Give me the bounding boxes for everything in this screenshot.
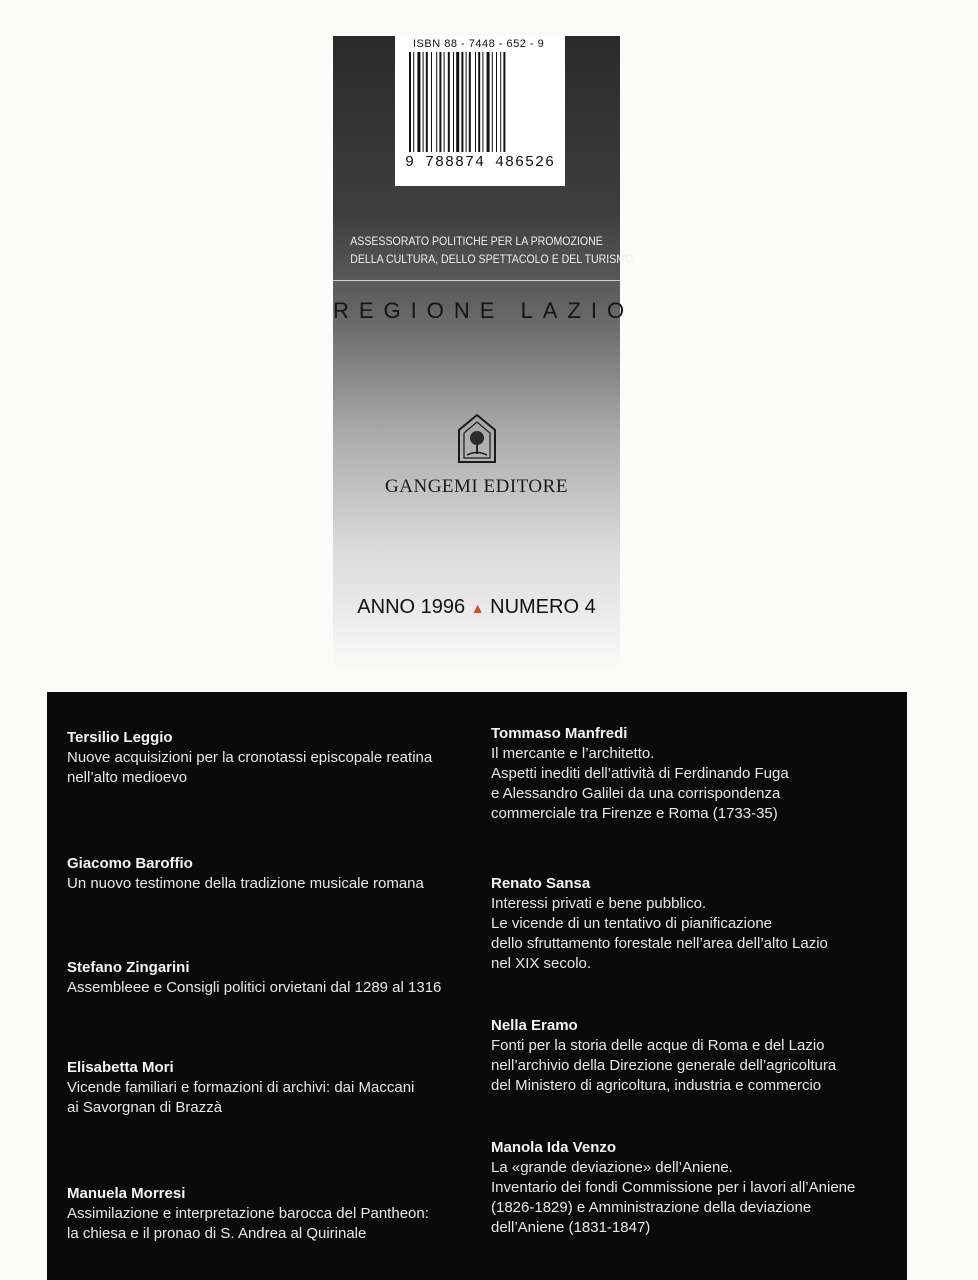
list-item xyxy=(67,958,487,998)
article-title: Assimilazione e interpretazione barocca del Pantheon: la chiesa e il pronao di S. Andrea al Quirinale xyxy=(67,1205,429,1242)
article-title: Assembleee e Consigli politici orvietani dal 1289 al 1316 xyxy=(67,979,442,996)
article-author: Stefano Zingarini xyxy=(67,959,190,976)
issue-year: ANNO 1996 xyxy=(357,596,466,618)
article-author: Tommaso Manfredi xyxy=(491,725,628,742)
list-item xyxy=(67,854,487,894)
assessorato-heading xyxy=(350,232,634,268)
publisher-name: GANGEMI EDITORE xyxy=(385,476,568,497)
assessorato-line-1: ASSESSORATO POLITICHE PER LA PROMOZIONE xyxy=(350,234,603,248)
article-author: Renato Sansa xyxy=(491,875,591,892)
list-item xyxy=(491,1016,901,1096)
article-author: Elisabetta Mori xyxy=(67,1059,174,1076)
list-item xyxy=(67,1184,487,1244)
list-item xyxy=(491,724,901,824)
article-title: La «grande deviazione» dell’Aniene. Inventario dei fondi Commissione per i lavori all’Aniene (1826-1829) e Amministrazione della deviazione dell’Aniene (1831-1847) xyxy=(491,1159,856,1236)
list-item xyxy=(491,874,901,974)
article-author: Manuela Morresi xyxy=(67,1185,186,1202)
list-item xyxy=(491,1138,901,1238)
article-title: Fonti per la storia delle acque di Roma e del Lazio nell’archivio della Direzione generale dell’agricoltura del Ministero di agricoltura, industria e commercio xyxy=(491,1037,837,1094)
article-title: Il mercante e l’architetto. Aspetti inediti dell’attività di Ferdinando Fuga e Alessandro Galilei da una corrispondenza commerciale tra Firenze e Roma (1733-35) xyxy=(491,745,789,822)
isbn-label: ISBN 88 - 7448 - 652 - 9 xyxy=(413,38,545,50)
issue-number: NUMERO 4 xyxy=(490,596,596,618)
article-title: Interessi privati e bene pubblico. Le vicende di un tentativo di pianificazione dello sfruttamento forestale nell’area dell’alto Lazio nel XIX secolo. xyxy=(491,895,828,972)
publisher-logo-icon xyxy=(455,412,499,464)
assessorato-line-2: DELLA CULTURA, DELLO SPETTACOLO E DEL TURISMO xyxy=(350,252,634,266)
isbn-barcode xyxy=(395,36,565,186)
issue-line xyxy=(333,596,620,619)
article-title: Nuove acquisizioni per la cronotassi episcopale reatina nell’alto medioevo xyxy=(67,749,433,786)
article-author: Tersilio Leggio xyxy=(67,729,173,746)
article-author: Giacomo Baroffio xyxy=(67,855,193,872)
article-author: Nella Eramo xyxy=(491,1017,578,1034)
cover-panel xyxy=(333,36,635,672)
article-title: Vicende familiari e formazioni di archivi: dai Maccani ai Savorgnan di Brazzà xyxy=(67,1079,415,1116)
barcode-icon xyxy=(409,52,551,152)
table-of-contents xyxy=(47,692,907,1280)
region-name: REGIONE LAZIO xyxy=(333,298,635,323)
list-item xyxy=(67,728,487,788)
list-item xyxy=(67,1058,487,1118)
divider xyxy=(333,280,620,281)
bell-icon: ▲ xyxy=(470,600,485,616)
article-title: Un nuovo testimone della tradizione musicale romana xyxy=(67,875,424,892)
article-author: Manola Ida Venzo xyxy=(491,1139,617,1156)
ean-digits: 9 788874 486526 xyxy=(404,154,556,171)
